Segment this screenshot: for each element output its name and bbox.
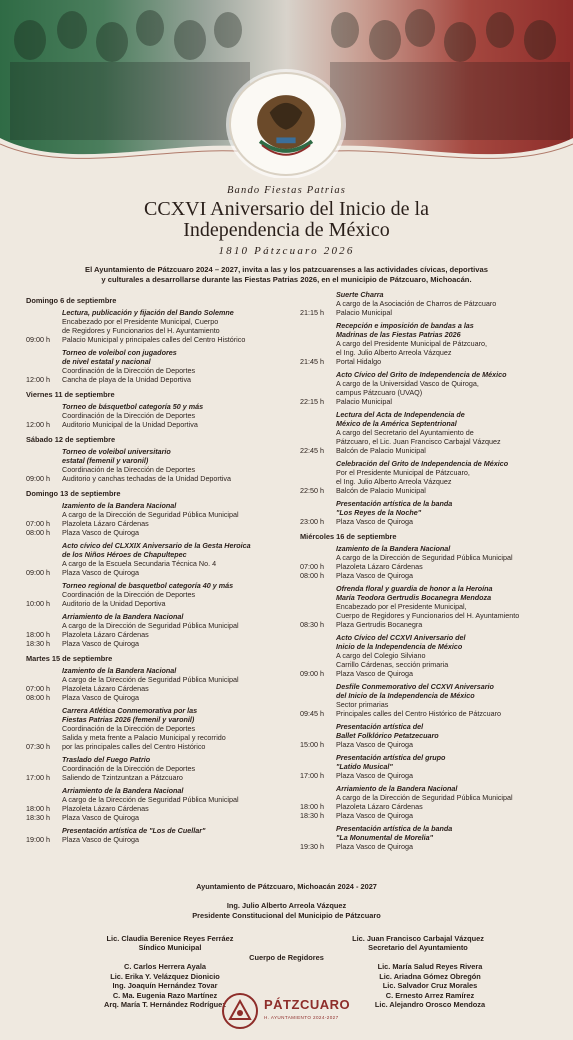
poster-content	[0, 180, 573, 851]
secretario-block	[318, 934, 518, 953]
schedule-event	[300, 722, 562, 749]
kicker: Bando Fiestas Patrias	[226, 185, 347, 196]
day-heading: Domingo 6 de septiembre	[26, 296, 117, 305]
schedule-event	[26, 402, 284, 429]
event-details: A cargo de la Asociación de Charros de Pátzcuaro Palacio Municipal	[336, 299, 497, 317]
event-title: Lectura del Acta de Independencia de México de la América Septentrional	[336, 410, 465, 428]
regidor-name: Lic. Salvador Cruz Morales	[382, 981, 478, 990]
event-title: Izamiento de la Bandera Nacional	[62, 501, 177, 510]
logo-name: PÁTZCUARO	[264, 997, 351, 1012]
event-details: Coordinación de la Dirección de Deportes Auditorio Municipal de la Unidad Deportiva	[62, 411, 198, 429]
schedule-event	[26, 447, 284, 483]
event-time: 09:45 h	[300, 709, 324, 718]
header-banner	[0, 0, 573, 178]
regidor-name: C. Ma. Eugenia Razo Martínez	[112, 990, 218, 1000]
event-details: A cargo de la Dirección de Seguridad Pública Municipal Plazoleta Lázaro Cárdenas Plaza Vasco de Quiroga	[62, 675, 239, 702]
event-time: 15:00 h	[300, 740, 324, 749]
event-details: A cargo de la Dirección de Seguridad Pública Municipal Plazoleta Lázaro Cárdenas Plaza Vasco de Quiroga	[62, 795, 239, 822]
regidores-label: Cuerpo de Regidores	[249, 953, 324, 962]
schedule-event	[300, 370, 562, 406]
event-details: Por el Presidente Municipal de Pátzcuaro, el Ing. Julio Alberto Arreola Vázquez Balcón de Palacio Municipal	[336, 468, 470, 495]
schedule-event	[26, 706, 284, 751]
event-details: A cargo de la Dirección de Seguridad Pública Municipal Plazoleta Lázaro Cárdenas Plaza Vasco de Quiroga	[62, 510, 239, 537]
event-time: 12:00 h	[26, 375, 50, 384]
event-details: Encabezado por el Presidente Municipal, Cuerpo de Regidores y Funcionarios del H. Ayuntamiento Palacio Municipal y principales calles del Centro Histórico	[62, 317, 246, 344]
event-title: Carrera Atlética Conmemorativa por las Fiestas Patrias 2026 (femenil y varonil)	[62, 706, 198, 724]
event-details: Plaza Vasco de Quiroga	[336, 517, 413, 526]
event-time: 23:00 h	[300, 517, 324, 526]
event-title: Desfile Conmemorativo del CCXVI Aniversario del Inicio de la Independencia de México	[336, 682, 494, 700]
event-details: Plaza Vasco de Quiroga	[336, 740, 413, 749]
schedule-event	[300, 459, 562, 495]
event-title: Suerte Charra	[336, 290, 384, 299]
regidor-name: Ing. Joaquín Hernández Tovar	[112, 981, 218, 990]
event-details: Encabezado por el Presidente Municipal, Cuerpo de Regidores y Funcionarios del H. Ayuntamiento Plaza Gertrudis Bocanegra	[336, 602, 520, 629]
event-title: Torneo de voleibol universitario estatal (femenil y varonil)	[62, 447, 171, 465]
regidor-name: Lic. Erika Y. Velázquez Dionicio	[110, 971, 220, 981]
schedule-event	[26, 308, 284, 344]
sindico-name: Lic. Claudia Berenice Reyes Ferráez	[106, 934, 234, 943]
coat-of-arms-icon	[229, 72, 343, 176]
intro-line-1: El Ayuntamiento de Pátzcuaro 2024 – 2027, invita a las y los patzcuarenses a las actividades cívicas, deportivas	[85, 265, 488, 274]
event-details: Plaza Vasco de Quiroga	[336, 771, 413, 780]
day-heading: Domingo 13 de septiembre	[26, 489, 121, 498]
event-title: Acto cívico del CLXXIX Aniversario de la Gesta Heroica de los Niños Héroes de Chapultepec	[62, 541, 251, 559]
event-details: Plaza Vasco de Quiroga	[62, 835, 139, 844]
event-details: A cargo del Colegio Silviano Carrillo Cárdenas, sección primaria Plaza Vasco de Quiroga	[336, 651, 449, 678]
event-title: Izamiento de la Bandera Nacional	[62, 666, 177, 675]
schedule-event	[26, 786, 284, 822]
event-title: Torneo de básquetbol categoría 50 y más	[62, 402, 204, 411]
event-title: Presentación artística de "Los de Cuellar"	[62, 826, 206, 835]
event-details: A cargo de la Dirección de Seguridad Pública Municipal Plazoleta Lázaro Cárdenas Plaza Vasco de Quiroga	[62, 621, 239, 648]
event-time: 10:00 h	[26, 599, 50, 608]
day-heading: Martes 15 de septiembre	[26, 654, 113, 663]
event-details: A cargo de la Universidad Vasco de Quiroga, campus Pátzcuaro (UVAQ) Palacio Municipal	[336, 379, 479, 406]
schedule-event	[26, 348, 284, 384]
event-time: 22:45 h	[300, 446, 324, 455]
schedule-event	[300, 682, 562, 718]
event-details: Coordinación de la Dirección de Deportes Auditorio de la Unidad Deportiva	[62, 590, 196, 608]
event-time: 19:00 h	[26, 835, 50, 844]
schedule-event	[26, 612, 284, 648]
event-time: 19:30 h	[300, 842, 324, 851]
president-block	[0, 901, 573, 920]
event-time: 12:00 h	[26, 420, 50, 429]
event-title: Recepción e imposición de bandas a las Madrinas de las Fiestas Patrias 2026	[336, 321, 474, 339]
intro-text	[34, 265, 539, 285]
event-time: 07:00 h 08:00 h	[26, 684, 50, 702]
patzcuaro-logo-icon	[222, 993, 258, 1029]
schedule-event	[300, 321, 562, 366]
event-time: 21:45 h	[300, 357, 324, 366]
regidor-name: Lic. Alejandro Orosco Mendoza	[374, 1000, 486, 1009]
event-title: Izamiento de la Bandera Nacional	[336, 544, 451, 553]
title-line-1: CCXVI Aniversario del Inicio de la	[144, 198, 429, 220]
schedule-event	[26, 541, 284, 577]
event-time: 07:00 h 08:00 h	[26, 519, 50, 537]
intro-line-2: y culturales a desarrollarse durante las Fiestas Patrias 2026, en el municipio de Pátzcuaro, Michoacán.	[101, 275, 472, 284]
years-line: 1810 Pátzcuaro 2026	[218, 245, 355, 257]
event-title: Arriamiento de la Bandera Nacional	[62, 612, 184, 621]
regidor-name: C. Ernesto Arrez Ramírez	[385, 990, 475, 1000]
event-time: 09:00 h	[26, 474, 50, 483]
event-time: 18:00 h 18:30 h	[26, 630, 50, 648]
schedule-event	[300, 824, 562, 851]
regidor-name: Arq. María T. Hernández Rodríguez	[104, 1000, 226, 1009]
secretario-role: Secretario del Ayuntamiento	[368, 943, 468, 953]
schedule-event	[300, 290, 562, 317]
event-title: Presentación artística de la banda "La Monumental de Morelia"	[336, 824, 453, 842]
event-title: Presentación artística del Ballet Folklórico Petatzecuaro	[336, 722, 439, 740]
day-heading: Miércoles 16 de septiembre	[300, 532, 397, 541]
event-time: 18:00 h 18:30 h	[300, 802, 324, 820]
event-title: Lectura, publicación y fijación del Bando Solemne	[62, 308, 234, 317]
schedule-event	[300, 584, 562, 629]
ayuntamiento-line: Ayuntamiento de Pátzcuaro, Michoacán 2024 - 2027	[196, 882, 377, 891]
event-time: 09:00 h	[300, 669, 324, 678]
secretario-name: Lic. Juan Francisco Carbajal Vázquez	[352, 934, 484, 943]
schedule-left-column	[26, 290, 284, 848]
event-title: Presentación artística del grupo "Latido Musical"	[336, 753, 446, 771]
schedule-event	[300, 410, 562, 455]
event-details: Coordinación de la Dirección de Deportes Salida y meta frente a Palacio Municipal y recorrido por las principales calles del Centro Histórico	[62, 724, 226, 751]
patzcuaro-logo	[222, 993, 354, 1031]
schedule-right-column	[300, 290, 562, 855]
event-time: 18:00 h 18:30 h	[26, 804, 50, 822]
regidor-name: C. Carlos Herrera Ayala	[123, 962, 207, 971]
event-time: 09:00 h	[26, 335, 50, 344]
schedule-event	[26, 826, 284, 844]
event-time: 22:15 h	[300, 397, 324, 406]
event-title: Ofrenda floral y guardia de honor a la Heroína María Teodora Gertrudis Bocanegra Mendoza	[336, 584, 493, 602]
regidores-right-list	[330, 962, 530, 1010]
schedule-event	[300, 633, 562, 678]
event-time: 21:15 h	[300, 308, 324, 317]
event-time: 09:00 h	[26, 568, 50, 577]
event-time: 07:00 h 08:00 h	[300, 562, 324, 580]
president-name: Ing. Julio Alberto Arreola Vázquez	[226, 901, 347, 911]
event-title: Torneo regional de basquetbol categoría 40 y más	[62, 581, 234, 590]
event-details: A cargo de la Dirección de Seguridad Pública Municipal Plazoleta Lázaro Cárdenas Plaza Vasco de Quiroga	[336, 553, 513, 580]
event-details: Coordinación de la Dirección de Deportes Cancha de playa de la Unidad Deportiva	[62, 366, 196, 384]
sindico-block	[70, 934, 270, 953]
event-time: 08:30 h	[300, 620, 324, 629]
event-details: Coordinación de la Dirección de Deportes Saliendo de Tzintzuntzan a Pátzcuaro	[62, 764, 196, 782]
title-line-2: Independencia de México	[183, 219, 390, 241]
event-title: Arriamiento de la Bandera Nacional	[336, 784, 458, 793]
event-time: 17:00 h	[300, 771, 324, 780]
event-title: Arriamiento de la Bandera Nacional	[62, 786, 184, 795]
event-title: Acto Cívico del Grito de Independencia de México	[336, 370, 507, 379]
page-title	[0, 199, 573, 241]
event-details: Plaza Vasco de Quiroga	[336, 842, 413, 851]
regidor-name: Lic. María Salud Reyes Rivera	[377, 962, 483, 971]
event-details: A cargo del Presidente Municipal de Pátzcuaro, el Ing. Julio Alberto Arreola Vázquez Portal Hidalgo	[336, 339, 488, 366]
event-time: 22:50 h	[300, 486, 324, 495]
event-details: Coordinación de la Dirección de Deportes Auditorio y canchas techadas de la Unidad Deportiva	[62, 465, 232, 483]
event-details: A cargo de la Escuela Secundaria Técnica No. 4 Plaza Vasco de Quiroga	[62, 559, 217, 577]
event-title: Traslado del Fuego Patrio	[62, 755, 151, 764]
schedule-event	[300, 753, 562, 780]
regidor-name: Lic. Ariadna Gómez Obregón	[379, 971, 481, 981]
event-title: Torneo de voleibol con jugadores de nivel estatal y nacional	[62, 348, 177, 366]
event-details: A cargo del Secretario del Ayuntamiento de Pátzcuaro, el Lic. Juan Francisco Carbajal Vázquez Balcón de Palacio Municipal	[336, 428, 501, 455]
event-time: 07:30 h	[26, 742, 50, 751]
event-details: Sector primarias Principales calles del Centro Histórico de Pátzcuaro	[336, 700, 501, 718]
footer	[0, 882, 573, 1009]
schedule-event	[26, 501, 284, 537]
event-title: Presentación artística de la banda "Los Reyes de la Noche"	[336, 499, 453, 517]
sindico-role: Síndico Municipal	[138, 943, 202, 953]
schedule-event	[26, 581, 284, 608]
schedule-event	[300, 499, 562, 526]
event-title: Celebración del Grito de Independencia de México	[336, 459, 509, 468]
day-heading: Viernes 11 de septiembre	[26, 390, 115, 399]
logo-subtitle: H. AYUNTAMIENTO 2024-2027	[264, 1015, 339, 1020]
president-role: Presidente Constitucional del Municipio de Pátzcuaro	[192, 910, 381, 920]
schedule-event	[26, 755, 284, 782]
day-heading: Sábado 12 de septiembre	[26, 435, 116, 444]
schedule-event	[300, 784, 562, 820]
schedule-event	[26, 666, 284, 702]
event-time: 17:00 h	[26, 773, 50, 782]
event-details: A cargo de la Dirección de Seguridad Pública Municipal Plazoleta Lázaro Cárdenas Plaza Vasco de Quiroga	[336, 793, 513, 820]
event-title: Acto Cívico del CCXVI Aniversario del Inicio de la Independencia de México	[336, 633, 466, 651]
schedule-event	[300, 544, 562, 580]
